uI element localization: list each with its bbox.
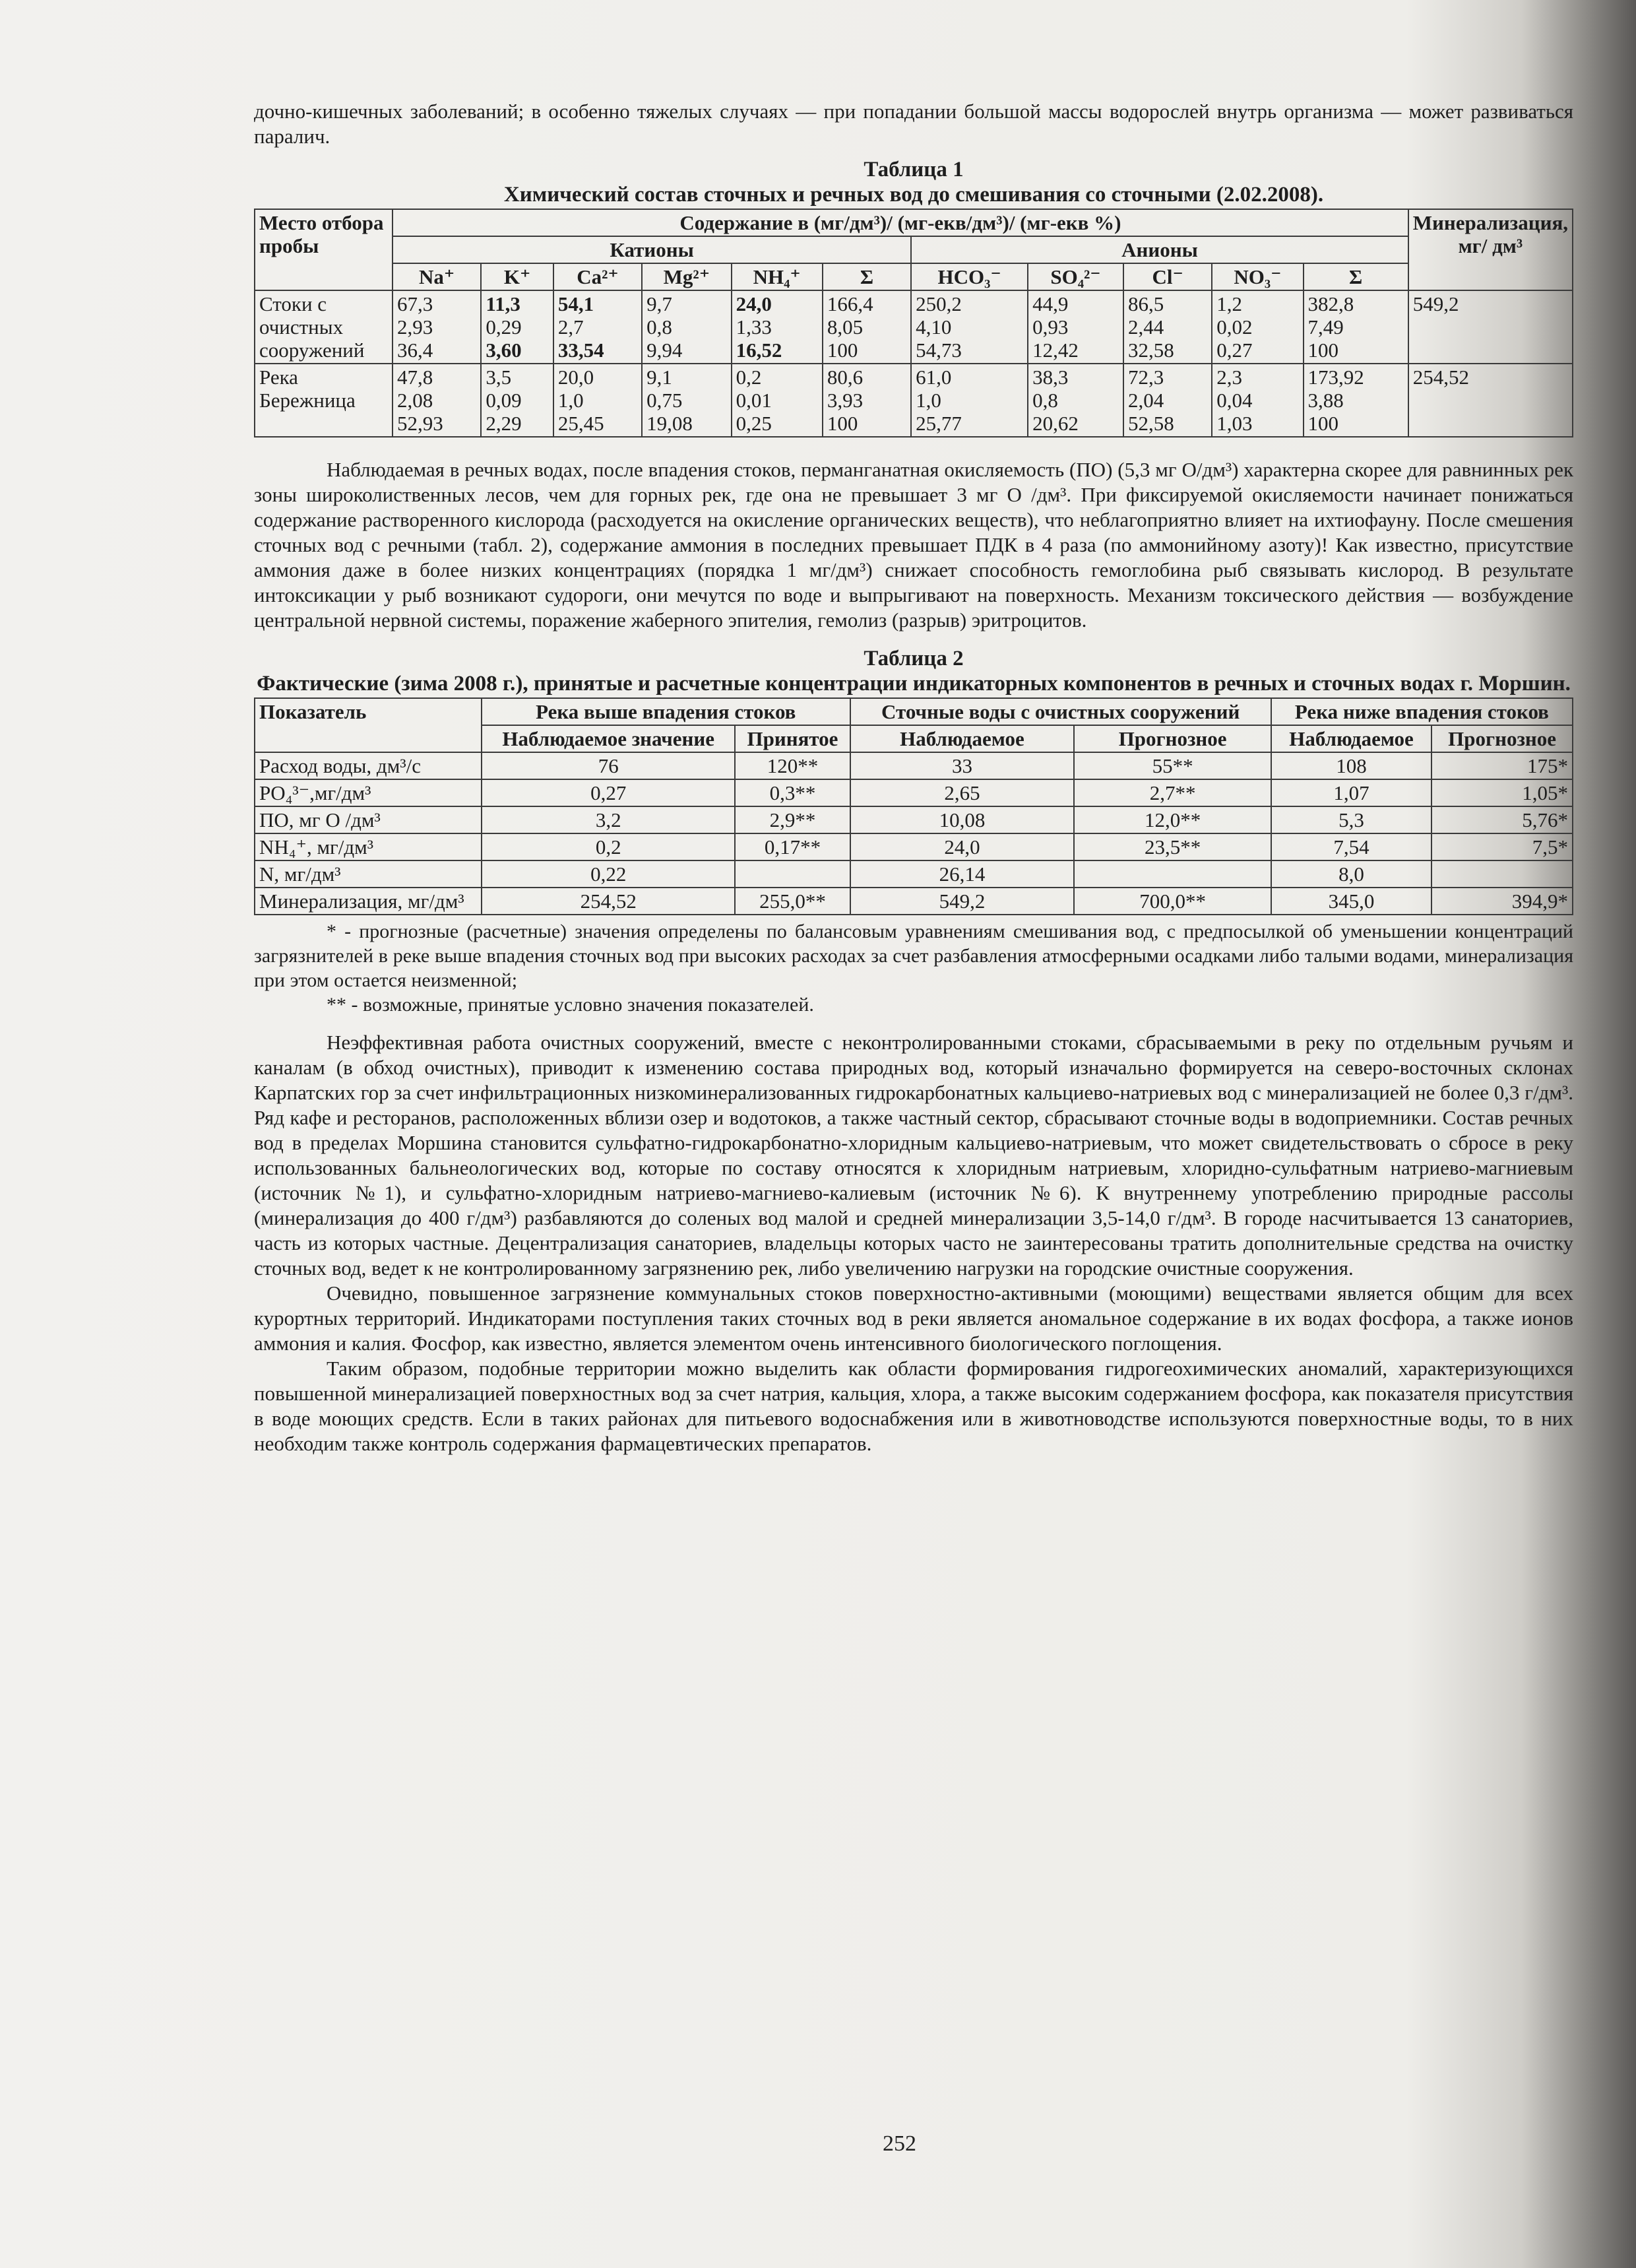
table1-value: 0,75 <box>646 389 683 412</box>
table1-value: 32,58 <box>1127 339 1174 362</box>
table2-cell: 108 <box>1271 752 1432 779</box>
paragraph-4: Таким образом, подобные территории можно выделить как области формирования гидрогеохимических аномалий, характеризующихся повышенной минерализацией поверхностных вод за счет натрия, кальция, хлора, а также высоким содержанием фосфора, как показателя присутствия в воде моющих средств. Если в таких районах для питьевого водоснабжения или в животноводстве используются поверхностные воды, то в них необходим также контроль содержания фармацевтических препаратов. <box>254 1357 1573 1455</box>
table1-value: 9,94 <box>646 339 683 362</box>
table2-cell: 255,0** <box>735 888 850 915</box>
table2-cell: 24,0 <box>850 833 1075 860</box>
table1-cell <box>642 364 731 437</box>
table2-cell <box>735 860 850 888</box>
table1-header-cations: Катионы <box>393 236 911 263</box>
table2-cell: 8,0 <box>1271 860 1432 888</box>
table2-cell: 5,3 <box>1271 806 1432 833</box>
table1-value: 100 <box>1307 339 1339 362</box>
table1-value: 1,33 <box>736 315 772 339</box>
table2-cell: 12,0** <box>1074 806 1271 833</box>
table1-col-header: NH₄⁺ <box>732 263 823 290</box>
table1-value: 0,02 <box>1216 315 1253 339</box>
table2-indicator: Расход воды, дм³/с <box>255 752 482 779</box>
table1-cell <box>911 364 1028 437</box>
table2-group-upstream: Река выше впадения стоков <box>482 698 850 725</box>
table1-cell <box>1123 290 1212 364</box>
paragraph-3: Очевидно, повышенное загрязнение коммунальных стоков поверхностно-активными (моющими) веществами является общим для всех курортных территорий. Индикаторами поступления таких сточных вод в реки является аномальное содержание в их водах фосфора, а также ионов аммония и калия. Фосфор, как известно, является элементом очень интенсивного биологического поглощения. <box>254 1281 1573 1355</box>
table1-value: 382,8 <box>1307 292 1354 315</box>
table1-value: 0,01 <box>736 389 772 412</box>
table2-cell: 33 <box>850 752 1075 779</box>
table2-cell: 700,0** <box>1074 888 1271 915</box>
table1-cell <box>1028 290 1123 364</box>
table2-cell: 5,76* <box>1432 806 1573 833</box>
table1-value: 0,25 <box>736 412 772 435</box>
table2-cell: 0,17** <box>735 833 850 860</box>
table2-indicator: Минерализация, мг/дм³ <box>255 888 482 915</box>
table2-indicator: N, мг/дм³ <box>255 860 482 888</box>
table2-cell: 7,54 <box>1271 833 1432 860</box>
table1-value: 52,93 <box>397 412 443 435</box>
table1-value: 12,42 <box>1032 339 1079 362</box>
table1-header-mineral: Минерализация, мг/ дм³ <box>1408 209 1573 290</box>
table1-value: 19,08 <box>646 412 693 435</box>
table1-value: 2,04 <box>1127 389 1164 412</box>
table1-value: 36,4 <box>397 339 433 362</box>
table1-col-header: Na⁺ <box>393 263 481 290</box>
table1-col-header: Σ <box>823 263 911 290</box>
table2-cell: 3,2 <box>482 806 735 833</box>
table1-header-content: Содержание в (мг/дм³)/ (мг-екв/дм³)/ (мг-екв %) <box>393 209 1408 236</box>
table1-cell <box>393 290 481 364</box>
table2-cell: 0,3** <box>735 779 850 806</box>
table1-cell <box>481 364 553 437</box>
table2-cell: 7,5* <box>1432 833 1573 860</box>
table2-cell: 23,5** <box>1074 833 1271 860</box>
table1-value: 0,04 <box>1216 389 1253 412</box>
table1-value: 9,1 <box>646 366 672 389</box>
table2-row <box>255 752 1573 779</box>
table2-cell: 76 <box>482 752 735 779</box>
table2-cell: 2,9** <box>735 806 850 833</box>
table1-value: 61,0 <box>916 366 952 389</box>
table1-cell <box>553 364 642 437</box>
table1-col-header: Mg²⁺ <box>642 263 731 290</box>
table1-value: 33,54 <box>557 339 604 362</box>
table1-value: 100 <box>827 339 858 362</box>
table2-row <box>255 806 1573 833</box>
table2-cell: 254,52 <box>482 888 735 915</box>
table1-cell <box>553 290 642 364</box>
table1-value: 0,09 <box>486 389 522 412</box>
table2-cell: 2,7** <box>1074 779 1271 806</box>
table2-cell: 549,2 <box>850 888 1075 915</box>
table1-col-header: NO₃⁻ <box>1212 263 1303 290</box>
table2-cell: 0,22 <box>482 860 735 888</box>
table1-value: 1,0 <box>916 389 941 412</box>
table1-value: 3,93 <box>827 389 864 412</box>
table1-value: 1,2 <box>1216 292 1243 315</box>
table1-cell <box>1123 364 1212 437</box>
table2-indicator: NH₄⁺, мг/дм³ <box>255 833 482 860</box>
table1-cell <box>642 290 731 364</box>
table1-cell <box>732 364 823 437</box>
table1-value: 44,9 <box>1032 292 1069 315</box>
paragraph-1: Наблюдаемая в речных водах, после впадения стоков, перманганатная окисляемость (ПО) (5,3 мг О/дм³) характерна скорее для равнинных рек зоны широколиственных лесов, чем для горных рек, где она не превышает 3 мг О /дм³. При фиксируемой окисляемости начинает понижаться содержание растворенного кислорода (расходуется на окисление органических веществ), что неблагоприятно влияет на ихтиофауну. После смешения сточных вод с речными (табл. 2), содержание аммония в последних превышает ПДК в 4 раза (по аммонийному азоту)! Как известно, присутствие аммония даже в более низких концентрациях (порядка 1 мг/дм³) снижает способность гемоглобина рыб связывать кислород. В результате интоксикации у рыб возникают судороги, они мечутся по воде и выпрыгивают на поверхность. Механизм токсического действия — возбуждение центральной нервной системы, поражение жаберного эпителия, гемолиз (разрыв) эритроцитов. <box>254 458 1573 632</box>
table1-value: 2,7 <box>557 315 584 339</box>
table1-value: 7,49 <box>1307 315 1344 339</box>
table1-value: 20,62 <box>1032 412 1079 435</box>
table1-value: 2,08 <box>397 389 433 412</box>
table1-value: 100 <box>1307 412 1339 435</box>
table1-value: 9,7 <box>646 292 672 315</box>
table1-value: 3,88 <box>1307 389 1344 412</box>
table2-sub-header: Наблюдаемое значение <box>482 725 735 752</box>
table1-header-place: Место отбора пробы <box>255 209 393 290</box>
table1-value: 2,93 <box>397 315 433 339</box>
table1-value: 4,10 <box>916 315 952 339</box>
table2-row <box>255 833 1573 860</box>
table2-group-effluent: Сточные воды с очистных сооружений <box>850 698 1271 725</box>
table2-cell: 26,14 <box>850 860 1075 888</box>
table1-value: 0,2 <box>736 366 762 389</box>
table1-value: 24,0 <box>736 292 772 315</box>
table2-sub-header: Наблюдаемое <box>1271 725 1432 752</box>
table1-col-header: K⁺ <box>481 263 553 290</box>
table2-group-downstream: Река ниже впадения стоков <box>1271 698 1573 725</box>
table2-title: Фактические (зима 2008 г.), принятые и расчетные концентрации индикаторных компонентов в речных и сточных водах г. Моршин. <box>257 672 1571 696</box>
table1-title: Химический состав сточных и речных вод до смешивания со сточными (2.02.2008). <box>503 183 1324 207</box>
table2-row <box>255 860 1573 888</box>
table1-cell <box>1212 364 1303 437</box>
table2-cell: 10,08 <box>850 806 1075 833</box>
table1-value: 0,29 <box>486 315 522 339</box>
table1-value: 72,3 <box>1127 366 1164 389</box>
table2-cell: 0,27 <box>482 779 735 806</box>
footnote-assumed: ** - возможные, принятые условно значения показателей. <box>327 994 814 1016</box>
table2-header-indicator: Показатель <box>255 698 482 752</box>
table2-sub-header: Наблюдаемое <box>850 725 1075 752</box>
table2-cell: 0,2 <box>482 833 735 860</box>
table2-indicator: PO₄³⁻,мг/дм³ <box>255 779 482 806</box>
table1-place: Стоки с очистных сооружений <box>255 290 393 364</box>
table2-row <box>255 888 1573 915</box>
table1-cell <box>393 364 481 437</box>
table2-caption: Таблица 2 <box>864 647 964 670</box>
table2 <box>254 697 1573 915</box>
table2-cell: 1,05* <box>1432 779 1573 806</box>
table1-value: 3,60 <box>486 339 522 362</box>
table1-value: 250,2 <box>916 292 962 315</box>
table2-sub-header: Прогнозное <box>1432 725 1573 752</box>
table1-mineral: 549,2 <box>1408 290 1573 364</box>
table1-value: 38,3 <box>1032 366 1069 389</box>
table2-cell: 175* <box>1432 752 1573 779</box>
table1-value: 54,1 <box>557 292 594 315</box>
table1-value: 25,45 <box>557 412 604 435</box>
table1-cell <box>1212 290 1303 364</box>
table1-value: 67,3 <box>397 292 433 315</box>
table2-indicator: ПО, мг О /дм³ <box>255 806 482 833</box>
table1-value: 16,52 <box>736 339 782 362</box>
table1-value: 20,0 <box>557 366 594 389</box>
page-content <box>254 99 1573 1456</box>
table1-value: 86,5 <box>1127 292 1164 315</box>
table2-cell: 55** <box>1074 752 1271 779</box>
table1-cell <box>823 290 911 364</box>
table1-value: 80,6 <box>827 366 864 389</box>
table1-cell <box>1304 364 1408 437</box>
table1-value: 1,0 <box>557 389 584 412</box>
table1-value: 2,44 <box>1127 315 1164 339</box>
table1-value: 2,3 <box>1216 366 1243 389</box>
table1-value: 11,3 <box>486 292 520 315</box>
table2-cell: 394,9* <box>1432 888 1573 915</box>
table1-value: 47,8 <box>397 366 433 389</box>
table1-cell <box>1304 290 1408 364</box>
table2-cell: 345,0 <box>1271 888 1432 915</box>
table1-mineral: 254,52 <box>1408 364 1573 437</box>
table1 <box>254 209 1573 437</box>
table1-caption: Таблица 1 <box>864 158 964 181</box>
table1-value: 0,8 <box>646 315 672 339</box>
table1-value: 52,58 <box>1127 412 1174 435</box>
table1-value: 8,05 <box>827 315 864 339</box>
table1-value: 3,5 <box>486 366 512 389</box>
table1-col-header: HCO₃⁻ <box>911 263 1028 290</box>
paragraph-2: Неэффективная работа очистных сооружений, вместе с неконтролированными стоками, сбрасываемыми в реку по отдельным ручьям и каналам (в обход очистных), приводит к изменению состава природных вод, который изначально формируется на северо-восточных склонах Карпатских гор за счет инфильтрационных низкоминерализованных гидрокарбонатных кальциево-натриевых вод с минерализацией не более 0,3 г/дм³. Ряд кафе и ресторанов, расположенных вблизи озер и водотоков, а также частный сектор, сбрасывают сточные воды в водоприемники. Состав речных вод в пределах Моршина становится сульфатно-гидрокарбонатно-хлоридным кальциево-натриевым, что может свидетельствовать о сбросе в реку использованных бальнеологических вод, которые по составу относятся к хлоридным натриевым, хлоридно-сульфатным натриево-магниевым (источник №1), и сульфатно-хлоридным натриево-магниево-калиевым (источник №6). К внутреннему употреблению природные рассолы (минерализация до 400 г/дм³) разбавляются до соленых вод малой и средней минерализации 3,5-14,0 г/дм³. В городе насчитывается 13 санаториев, часть из которых частные. Децентрализация санаториев, владельцы которых часто не заинтересованы тратить дополнительные средства на очистку сточных вод, ведет к не контролированному загрязнению рек, либо увеличению нагрузки на городские очистные сооружения. <box>254 1031 1573 1280</box>
table2-cell <box>1432 860 1573 888</box>
table1-col-header: SO₄²⁻ <box>1028 263 1123 290</box>
table1-cell <box>911 290 1028 364</box>
table1-cell <box>481 290 553 364</box>
table1-value: 0,27 <box>1216 339 1253 362</box>
table2-row <box>255 779 1573 806</box>
table1-cell <box>823 364 911 437</box>
table1-col-header: Ca²⁺ <box>553 263 642 290</box>
table1-value: 25,77 <box>916 412 962 435</box>
table2-cell: 120** <box>735 752 850 779</box>
table1-cell <box>732 290 823 364</box>
table1-cell <box>1028 364 1123 437</box>
table1-value: 54,73 <box>916 339 962 362</box>
table1-header-anions: Анионы <box>911 236 1408 263</box>
table1-value: 173,92 <box>1307 366 1364 389</box>
table1-row <box>255 290 1573 364</box>
table2-sub-header: Принятое <box>735 725 850 752</box>
table1-col-header: Σ <box>1304 263 1408 290</box>
table1-value: 100 <box>827 412 858 435</box>
footnote-forecast: * - прогнозные (расчетные) значения определены по балансовым уравнениям смешивания вод, с предпосылкой об уменьшении концентраций загрязнителей в реке выше впадения сточных вод при высоких расходах за счет разбавления атмосферными осадками либо талыми водами, минерализация при этом остается неизменной; <box>254 921 1573 991</box>
intro-paragraph: дочно-кишечных заболеваний; в особенно тяжелых случаях — при попадании большой массы водорослей внутрь организма — может развиваться паралич. <box>254 100 1573 148</box>
table2-cell <box>1074 860 1271 888</box>
table1-place: Река Бережница <box>255 364 393 437</box>
table1-value: 166,4 <box>827 292 873 315</box>
table2-cell: 1,07 <box>1271 779 1432 806</box>
table1-value: 0,93 <box>1032 315 1069 339</box>
table1-col-header: Cl⁻ <box>1123 263 1212 290</box>
table2-sub-header: Прогнозное <box>1074 725 1271 752</box>
table1-value: 0,8 <box>1032 389 1058 412</box>
table1-row <box>255 364 1573 437</box>
table1-value: 2,29 <box>486 412 522 435</box>
page-number: 252 <box>883 2131 916 2156</box>
table2-cell: 2,65 <box>850 779 1075 806</box>
table1-value: 1,03 <box>1216 412 1253 435</box>
